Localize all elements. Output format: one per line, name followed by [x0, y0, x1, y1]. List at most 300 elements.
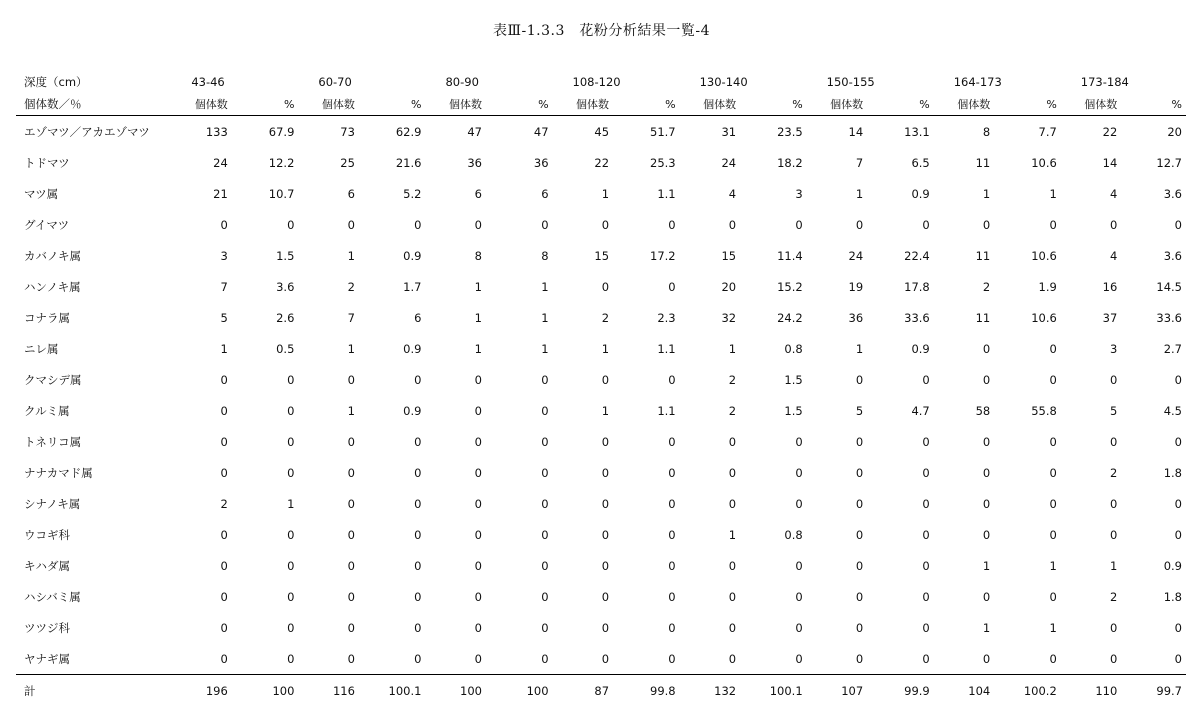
- count-cell: 0: [474, 589, 482, 604]
- table-row: [16, 488, 1186, 519]
- count-cell: 0: [220, 217, 228, 232]
- count-cell: 0: [728, 217, 737, 232]
- total-count-cell: 87: [553, 675, 614, 708]
- pollen-table: [16, 71, 1186, 707]
- count-cell: 5: [855, 403, 864, 418]
- percent-cell: 0: [668, 434, 676, 449]
- count-cell: 22: [594, 155, 610, 170]
- count-cell: 0: [855, 434, 864, 449]
- count-cell: 14: [848, 124, 864, 139]
- percent-cell: 0.9: [403, 403, 422, 418]
- table-row: [16, 147, 1186, 178]
- percent-cell: 1.5: [784, 403, 803, 418]
- count-cell: 0: [1109, 651, 1118, 666]
- total-percent-cell: 100: [232, 675, 299, 708]
- depth-heading: 108-120: [572, 75, 621, 89]
- count-cell: 0: [347, 372, 355, 387]
- percent-cell: 10.6: [1031, 155, 1057, 170]
- percent-cell: 1: [1049, 558, 1057, 573]
- count-cell: 7: [347, 310, 355, 325]
- percent-cell: 1.1: [657, 403, 676, 418]
- count-cell: 0: [1109, 217, 1118, 232]
- percent-cell: 0: [795, 465, 803, 480]
- percent-cell: 0: [1174, 496, 1182, 511]
- count-cell: 0: [1109, 620, 1118, 635]
- percent-cell: 0.9: [911, 341, 930, 356]
- count-cell: 24: [848, 248, 864, 263]
- count-header: 個体数: [807, 93, 868, 116]
- percent-header: %: [1121, 93, 1186, 116]
- table-row: [16, 457, 1186, 488]
- table-row: [16, 209, 1186, 240]
- count-cell: 1: [220, 341, 228, 356]
- count-cell: 0: [474, 372, 482, 387]
- percent-cell: 3: [795, 186, 803, 201]
- percent-cell: 0: [1174, 620, 1182, 635]
- count-cell: 15: [721, 248, 737, 263]
- table-row: [16, 178, 1186, 209]
- percent-header: %: [359, 93, 426, 116]
- table-row: [16, 426, 1186, 457]
- total-percent-cell: 99.8: [613, 675, 680, 708]
- percent-cell: 0: [668, 496, 676, 511]
- percent-cell: 0: [287, 217, 295, 232]
- taxon-name: クルミ属: [24, 403, 70, 418]
- taxon-name: ハンノキ属: [24, 279, 81, 294]
- total-count-cell: 110: [1061, 675, 1122, 708]
- count-cell: 2: [220, 496, 228, 511]
- percent-cell: 0.9: [1163, 558, 1182, 573]
- count-cell: 0: [347, 465, 355, 480]
- depth-heading: 150-155: [826, 75, 875, 89]
- percent-cell: 0: [1174, 434, 1182, 449]
- percent-cell: 1: [541, 310, 549, 325]
- percent-cell: 22.4: [904, 248, 930, 263]
- count-cell: 0: [982, 589, 991, 604]
- count-cell: 58: [975, 403, 991, 418]
- count-cell: 0: [220, 403, 228, 418]
- count-cell: 0: [474, 558, 482, 573]
- taxon-name: カバノキ属: [24, 248, 82, 263]
- depth-heading: 60-70: [318, 75, 352, 89]
- count-cell: 0: [728, 434, 737, 449]
- percent-cell: 7.7: [1038, 124, 1057, 139]
- percent-cell: 0: [287, 434, 295, 449]
- percent-cell: 0: [287, 403, 295, 418]
- table-row: [16, 333, 1186, 364]
- percent-cell: 0: [795, 434, 803, 449]
- percent-cell: 0: [922, 434, 930, 449]
- percent-cell: 0.5: [276, 341, 295, 356]
- count-header: 個体数: [680, 93, 741, 116]
- count-cell: 0: [474, 434, 482, 449]
- percent-cell: 1: [1049, 620, 1057, 635]
- count-cell: 0: [601, 651, 610, 666]
- count-cell: 24: [213, 155, 228, 170]
- total-percent-cell: 100.1: [740, 675, 807, 708]
- percent-cell: 0: [287, 620, 295, 635]
- total-percent-cell: 100: [486, 675, 553, 708]
- percent-cell: 33.6: [1156, 310, 1182, 325]
- count-cell: 20: [721, 279, 737, 294]
- count-cell: 1: [601, 403, 610, 418]
- percent-cell: 3.6: [1163, 186, 1182, 201]
- count-cell: 0: [855, 527, 864, 542]
- taxon-name: クマシデ属: [24, 372, 82, 387]
- depth-heading: 130-140: [699, 75, 748, 89]
- percent-cell: 55.8: [1031, 403, 1057, 418]
- count-cell: 3: [220, 248, 228, 263]
- total-count-cell: 100: [425, 675, 486, 708]
- count-cell: 1: [347, 403, 355, 418]
- count-cell: 1: [982, 186, 991, 201]
- total-count-cell: 116: [298, 675, 359, 708]
- percent-cell: 0: [541, 403, 549, 418]
- taxon-name: シナノキ属: [24, 496, 81, 511]
- table-row: [16, 395, 1186, 426]
- count-cell: 2: [1109, 589, 1118, 604]
- count-cell: 1: [347, 341, 355, 356]
- count-header: 個体数: [425, 93, 486, 116]
- percent-header: %: [740, 93, 807, 116]
- percent-cell: 0: [541, 372, 549, 387]
- percent-cell: 0: [1174, 527, 1182, 542]
- count-cell: 0: [347, 558, 355, 573]
- percent-cell: 0: [414, 589, 422, 604]
- percent-cell: 21.6: [395, 155, 422, 170]
- taxon-name: キハダ属: [24, 558, 70, 573]
- percent-cell: 0: [1174, 372, 1182, 387]
- count-cell: 0: [601, 558, 610, 573]
- percent-cell: 0: [795, 496, 803, 511]
- count-cell: 0: [220, 651, 228, 666]
- table-row: [16, 271, 1186, 302]
- count-cell: 1: [1109, 558, 1118, 573]
- percent-cell: 0: [1049, 217, 1057, 232]
- percent-cell: 10.6: [1031, 248, 1057, 263]
- count-cell: 1: [855, 186, 864, 201]
- count-cell: 0: [1109, 372, 1118, 387]
- percent-cell: 5.2: [403, 186, 422, 201]
- count-cell: 0: [1109, 434, 1118, 449]
- percent-cell: 0.9: [403, 341, 422, 356]
- table-row: [16, 581, 1186, 612]
- percent-cell: 0: [1049, 651, 1057, 666]
- count-cell: 0: [982, 372, 991, 387]
- taxon-name: マツ属: [24, 186, 59, 201]
- percent-cell: 6: [414, 310, 422, 325]
- count-cell: 0: [982, 465, 991, 480]
- count-cell: 37: [1102, 310, 1118, 325]
- percent-cell: 20: [1167, 124, 1182, 139]
- count-cell: 19: [848, 279, 864, 294]
- taxon-name: グイマツ: [24, 217, 70, 232]
- table-row: [16, 519, 1186, 550]
- percent-cell: 0: [1049, 372, 1057, 387]
- percent-cell: 1: [1049, 186, 1057, 201]
- count-cell: 36: [848, 310, 864, 325]
- percent-cell: 1.1: [657, 341, 676, 356]
- table-row: [16, 612, 1186, 643]
- count-cell: 2: [1109, 465, 1118, 480]
- count-cell: 0: [1109, 496, 1118, 511]
- taxon-name: ウコギ科: [24, 527, 70, 542]
- count-cell: 14: [1102, 155, 1118, 170]
- percent-cell: 0: [287, 465, 295, 480]
- percent-cell: 1.7: [403, 279, 422, 294]
- percent-cell: 25.3: [650, 155, 676, 170]
- count-cell: 0: [601, 372, 610, 387]
- percent-cell: 0: [922, 465, 930, 480]
- table-row: [16, 116, 1186, 148]
- count-cell: 25: [340, 155, 355, 170]
- percent-cell: 0: [795, 620, 803, 635]
- count-cell: 0: [474, 620, 482, 635]
- count-cell: 3: [1109, 341, 1118, 356]
- count-cell: 2: [982, 279, 991, 294]
- percent-cell: 1: [541, 279, 549, 294]
- percent-cell: 10.7: [268, 186, 295, 201]
- percent-header: %: [613, 93, 680, 116]
- percent-cell: 0: [1174, 217, 1182, 232]
- percent-cell: 67.9: [268, 124, 295, 139]
- percent-cell: 0: [1049, 496, 1057, 511]
- count-cell: 36: [467, 155, 482, 170]
- percent-cell: 0: [414, 434, 422, 449]
- sub-header-row: [16, 93, 1186, 116]
- percent-cell: 3.6: [1163, 248, 1182, 263]
- page-title: 表Ⅲ-1.3.3 花粉分析結果一覧-4: [493, 23, 710, 39]
- percent-cell: 12.7: [1156, 155, 1182, 170]
- count-cell: 73: [340, 124, 355, 139]
- taxon-name: コナラ属: [24, 310, 70, 325]
- count-cell: 1: [601, 186, 610, 201]
- percent-cell: 0: [541, 434, 549, 449]
- count-cell: 24: [721, 155, 737, 170]
- percent-cell: 51.7: [650, 124, 676, 139]
- total-count-cell: 132: [680, 675, 741, 708]
- percent-cell: 0: [287, 527, 295, 542]
- total-percent-cell: 99.9: [867, 675, 934, 708]
- count-cell: 2: [601, 310, 610, 325]
- percent-cell: 11.4: [777, 248, 803, 263]
- percent-cell: 8: [541, 248, 549, 263]
- percent-cell: 2.7: [1163, 341, 1182, 356]
- count-cell: 2: [728, 372, 737, 387]
- percent-header: %: [232, 93, 299, 116]
- count-cell: 0: [855, 558, 864, 573]
- percent-cell: 0: [668, 651, 676, 666]
- percent-cell: 4.7: [911, 403, 930, 418]
- count-cell: 0: [347, 589, 355, 604]
- percent-cell: 0: [922, 372, 930, 387]
- table-row: [16, 364, 1186, 395]
- count-cell: 11: [975, 155, 991, 170]
- depth-heading: 43-46: [191, 75, 225, 89]
- count-cell: 0: [347, 620, 355, 635]
- count-cell: 0: [220, 372, 228, 387]
- count-cell: 0: [220, 465, 228, 480]
- count-cell: 0: [347, 496, 355, 511]
- depth-heading: 173-184: [1080, 75, 1129, 89]
- percent-cell: 0: [668, 217, 676, 232]
- count-header: 個体数: [171, 93, 232, 116]
- taxon-name: ツツジ科: [24, 620, 70, 635]
- count-cell: 1: [855, 341, 864, 356]
- percent-cell: 2.6: [276, 310, 295, 325]
- count-cell: 0: [474, 496, 482, 511]
- percent-cell: 47: [533, 124, 549, 139]
- percent-cell: 62.9: [395, 124, 422, 139]
- count-cell: 16: [1102, 279, 1118, 294]
- percent-cell: 0: [1049, 527, 1057, 542]
- total-row: [16, 675, 1186, 708]
- count-cell: 0: [601, 434, 610, 449]
- count-cell: 0: [601, 279, 610, 294]
- count-cell: 4: [1109, 186, 1118, 201]
- count-cell: 0: [728, 465, 737, 480]
- count-cell: 1: [474, 310, 482, 325]
- count-cell: 2: [347, 279, 355, 294]
- count-cell: 5: [1109, 403, 1118, 418]
- percent-cell: 13.1: [904, 124, 930, 139]
- count-cell: 0: [474, 465, 482, 480]
- percent-cell: 0: [1049, 341, 1057, 356]
- percent-cell: 18.2: [777, 155, 803, 170]
- count-cell: 0: [855, 465, 864, 480]
- percent-header: %: [867, 93, 934, 116]
- count-cell: 0: [855, 372, 864, 387]
- count-cell: 22: [1102, 124, 1118, 139]
- percent-cell: 36: [533, 155, 549, 170]
- percent-cell: 0: [541, 558, 549, 573]
- count-cell: 0: [982, 217, 991, 232]
- percent-cell: 0: [287, 558, 295, 573]
- percent-cell: 0: [414, 527, 422, 542]
- percent-cell: 0: [1049, 434, 1057, 449]
- percent-cell: 0: [414, 217, 422, 232]
- percent-cell: 0: [922, 620, 930, 635]
- count-cell: 0: [601, 589, 610, 604]
- percent-cell: 1: [287, 496, 295, 511]
- taxon-name: トネリコ属: [24, 434, 82, 449]
- count-cell: 0: [728, 589, 737, 604]
- count-cell: 0: [601, 527, 610, 542]
- percent-header: %: [486, 93, 553, 116]
- percent-cell: 0: [922, 217, 930, 232]
- taxon-name: トドマツ: [24, 155, 70, 170]
- percent-cell: 0: [541, 217, 549, 232]
- percent-cell: 0: [668, 620, 676, 635]
- depth-label: 深度（cm）: [24, 75, 88, 89]
- count-cell: 0: [728, 558, 737, 573]
- count-cell: 1: [347, 248, 355, 263]
- count-cell: 0: [855, 496, 864, 511]
- count-cell: 1: [728, 527, 737, 542]
- percent-cell: 6: [541, 186, 549, 201]
- count-cell: 0: [982, 341, 991, 356]
- count-cell: 0: [474, 217, 482, 232]
- percent-cell: 0: [795, 558, 803, 573]
- taxon-name: エゾマツ／アカエゾマツ: [24, 124, 150, 139]
- taxon-name: ハシバミ属: [24, 589, 81, 604]
- count-header: 個体数: [1061, 93, 1122, 116]
- percent-cell: 0: [414, 465, 422, 480]
- depth-heading: 164-173: [953, 75, 1002, 89]
- count-cell: 0: [982, 527, 991, 542]
- percent-cell: 0: [414, 651, 422, 666]
- percent-cell: 0: [541, 465, 549, 480]
- percent-cell: 2.3: [657, 310, 676, 325]
- count-cell: 0: [220, 589, 228, 604]
- count-cell: 0: [982, 496, 991, 511]
- percent-cell: 0: [287, 589, 295, 604]
- total-count-cell: 104: [934, 675, 995, 708]
- percent-cell: 0: [922, 589, 930, 604]
- percent-cell: 4.5: [1163, 403, 1182, 418]
- percent-cell: 0.9: [911, 186, 930, 201]
- percent-cell: 17.2: [650, 248, 676, 263]
- count-cell: 1: [474, 341, 482, 356]
- percent-cell: 0: [668, 589, 676, 604]
- count-cell: 133: [205, 124, 228, 139]
- count-header: 個体数: [553, 93, 614, 116]
- count-cell: 7: [855, 155, 864, 170]
- count-cell: 6: [474, 186, 482, 201]
- count-cell: 4: [1109, 248, 1118, 263]
- total-label: 計: [16, 675, 171, 708]
- percent-cell: 1.8: [1163, 465, 1182, 480]
- count-cell: 8: [982, 124, 991, 139]
- percent-cell: 0: [668, 465, 676, 480]
- count-cell: 0: [220, 620, 228, 635]
- count-cell: 0: [601, 465, 610, 480]
- percent-cell: 33.6: [904, 310, 930, 325]
- count-cell: 0: [474, 527, 482, 542]
- percent-cell: 0: [287, 651, 295, 666]
- count-cell: 0: [220, 434, 228, 449]
- taxon-name: ヤナギ属: [24, 651, 70, 666]
- percent-cell: 0: [922, 496, 930, 511]
- table-row: [16, 240, 1186, 271]
- count-cell: 4: [728, 186, 737, 201]
- percent-cell: 0: [1049, 589, 1057, 604]
- count-cell: 0: [474, 651, 482, 666]
- count-cell: 15: [594, 248, 610, 263]
- count-cell: 45: [594, 124, 610, 139]
- percent-cell: 1.5: [276, 248, 295, 263]
- count-cell: 31: [721, 124, 737, 139]
- count-cell: 0: [728, 620, 737, 635]
- count-cell: 21: [213, 186, 228, 201]
- percent-cell: 1.1: [657, 186, 676, 201]
- count-cell: 47: [467, 124, 482, 139]
- depth-header-row: [16, 71, 1186, 93]
- count-cell: 0: [982, 651, 991, 666]
- percent-cell: 0: [922, 527, 930, 542]
- count-cell: 0: [601, 217, 610, 232]
- percent-cell: 0: [541, 589, 549, 604]
- percent-cell: 24.2: [777, 310, 803, 325]
- count-cell: 0: [220, 558, 228, 573]
- percent-cell: 10.6: [1031, 310, 1057, 325]
- percent-cell: 0: [795, 589, 803, 604]
- count-cell: 1: [982, 558, 991, 573]
- percent-cell: 0: [414, 620, 422, 635]
- percent-cell: 0: [668, 372, 676, 387]
- count-cell: 0: [601, 496, 610, 511]
- percent-cell: 0.9: [403, 248, 422, 263]
